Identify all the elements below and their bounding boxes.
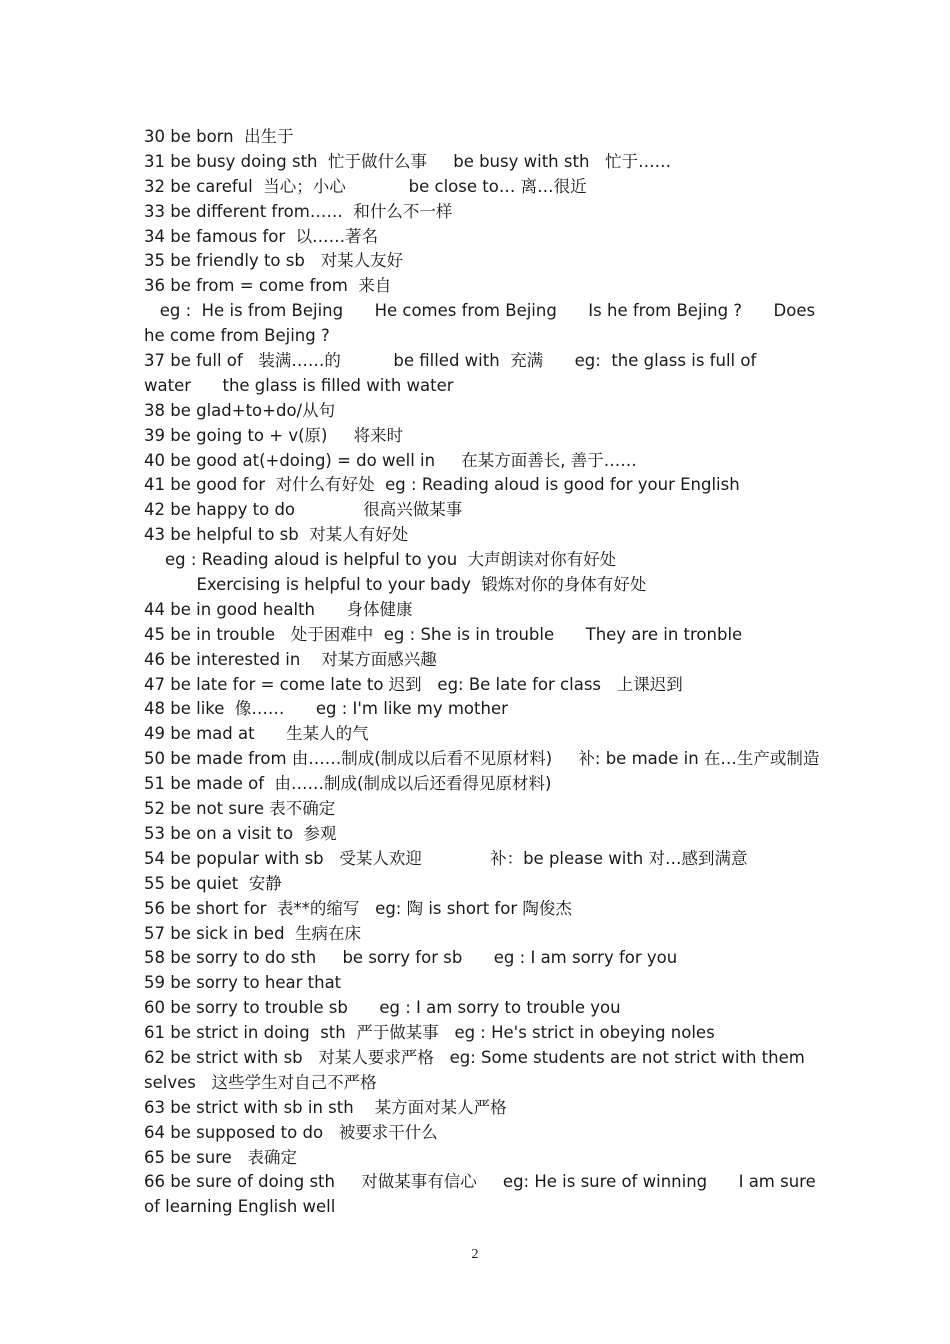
text-line: of learning English well	[144, 1197, 336, 1217]
text-line: 31 be busy doing sth 忙于做什么事 be busy with sth 忙于……	[144, 151, 672, 171]
text-line: Exercising is helpful to your bady 锻炼对你的身体有好处	[144, 575, 647, 595]
text-line: 56 be short for 表**的缩写 eg: 陶 is short for 陶俊杰	[144, 898, 572, 918]
text-line: 41 be good for 对什么有好处 eg : Reading aloud is good for your English	[144, 475, 740, 495]
text-line: selves 这些学生对自己不严格	[144, 1072, 377, 1092]
text-line: 43 be helpful to sb 对某人有好处	[144, 525, 409, 545]
text-line: 38 be glad+to+do/从句	[144, 400, 336, 420]
text-line: 42 be happy to do 很高兴做某事	[144, 500, 463, 520]
text-line: 59 be sorry to hear that	[144, 973, 342, 993]
text-line: 35 be friendly to sb 对某人友好	[144, 251, 404, 271]
text-line: 53 be on a visit to 参观	[144, 823, 337, 843]
text-line: 46 be interested in 对某方面感兴趣	[144, 649, 437, 669]
document-body	[144, 125, 824, 1220]
text-line: 49 be mad at 生某人的气	[144, 724, 369, 744]
text-line: 55 be quiet 安静	[144, 873, 282, 893]
text-line: 39 be going to + v(原) 将来时	[144, 425, 404, 445]
text-line: 66 be sure of doing sth 对做某事有信心 eg: He is sure of winning I am sure	[144, 1172, 816, 1192]
text-line: 57 be sick in bed 生病在床	[144, 923, 362, 943]
text-line: 58 be sorry to do sth be sorry for sb eg : I am sorry for you	[144, 948, 678, 968]
text-line: 45 be in trouble 处于困难中 eg : She is in trouble They are in tronble	[144, 624, 743, 644]
text-line: 30 be born 出生于	[144, 127, 294, 146]
text-line: 37 be full of 装满……的 be filled with 充满 eg: the glass is full of	[144, 351, 757, 371]
text-line: 64 be supposed to do 被要求干什么	[144, 1122, 438, 1142]
text-line: 36 be from = come from 来自	[144, 276, 392, 296]
text-line: 61 be strict in doing sth 严于做某事 eg : He's strict in obeying noles	[144, 1023, 715, 1043]
text-line: 62 be strict with sb 对某人要求严格 eg: Some students are not strict with them	[144, 1047, 805, 1067]
text-line: 60 be sorry to trouble sb eg : I am sorry to trouble you	[144, 998, 621, 1018]
text-line: 54 be popular with sb 受某人欢迎 补：be please with 对…感到满意	[144, 848, 748, 868]
text-line: 44 be in good health 身体健康	[144, 599, 413, 619]
text-line: eg : Reading aloud is helpful to you 大声朗读对你有好处	[144, 550, 617, 570]
text-line: 50 be made from 由……制成(制成以后看不见原材料) 补: be made in 在…生产或制造	[144, 749, 820, 769]
text-line: eg : He is from Bejing He comes from Bejing Is he from Bejing ? Does	[144, 301, 816, 321]
text-line: water the glass is filled with water	[144, 375, 454, 395]
page-number: 2	[471, 1247, 479, 1262]
text-line: 51 be made of 由……制成(制成以后还看得见原材料)	[144, 774, 552, 794]
text-line: 52 be not sure 表不确定	[144, 799, 336, 819]
text-line: 63 be strict with sb in sth 某方面对某人严格	[144, 1097, 507, 1117]
text-line: he come from Bejing ?	[144, 326, 330, 346]
text-line: 65 be sure 表确定	[144, 1147, 297, 1167]
text-line: 34 be famous for 以……著名	[144, 226, 379, 246]
text-line: 40 be good at(+doing) = do well in 在某方面善长, 善于……	[144, 450, 637, 470]
text-line: 47 be late for = come late to 迟到 eg: Be late for class 上课迟到	[144, 674, 683, 694]
text-line: 32 be careful 当心；小心 be close to… 离…很近	[144, 176, 587, 196]
text-line: 48 be like 像…… eg : I'm like my mother	[144, 699, 508, 719]
text-line: 33 be different from…… 和什么不一样	[144, 201, 453, 221]
